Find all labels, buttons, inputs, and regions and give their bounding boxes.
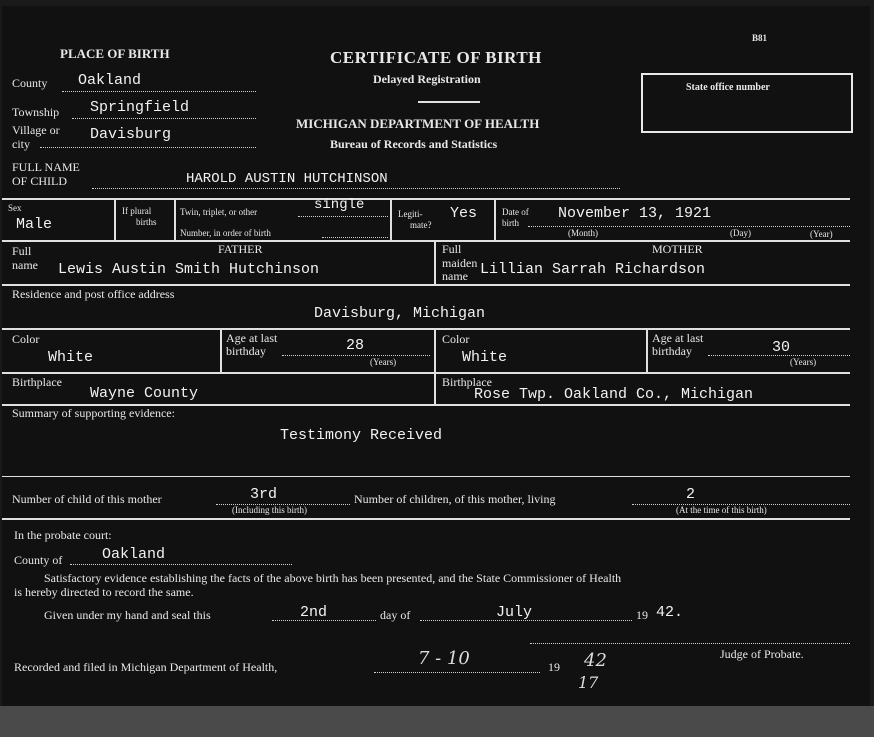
child-number-label: Number of child of this mother xyxy=(12,492,162,506)
evidence-label: Summary of supporting evidence: xyxy=(12,406,175,420)
day-of-label: day of xyxy=(380,608,411,622)
father-full-label: Full xyxy=(12,244,32,258)
residence-value: Davisburg, Michigan xyxy=(314,305,486,322)
births-label: births xyxy=(136,217,157,227)
village-value: Davisburg xyxy=(90,126,172,143)
state-office-label: State office number xyxy=(686,82,770,93)
month-label: (Month) xyxy=(568,228,598,238)
recorded-date: 7 - 10 xyxy=(418,648,470,669)
mother-full-label: Full xyxy=(442,242,462,256)
township-label: Township xyxy=(12,105,60,119)
mother-maiden-label: maiden xyxy=(442,256,478,270)
mother-birthplace-label: Birthplace xyxy=(442,375,492,389)
father-age-label: Age at last xyxy=(226,331,278,345)
certificate-subtitle: Delayed Registration xyxy=(373,72,481,86)
child-full-name: HAROLD AUSTIN HUTCHINSON xyxy=(186,171,388,187)
of-child-label: OF CHILD xyxy=(12,174,68,188)
probate-county-label: County of xyxy=(14,553,63,567)
place-of-birth-heading: PLACE OF BIRTH xyxy=(60,46,170,61)
mother-heading: MOTHER xyxy=(652,242,703,256)
mother-years-label: (Years) xyxy=(790,357,817,367)
order-label: Number, in order of birth xyxy=(180,228,271,238)
child-number-note: (Including this birth) xyxy=(232,505,307,515)
sex-value: Male xyxy=(16,216,53,233)
recorded-year-prefix: 19 xyxy=(548,660,560,674)
given-day: 2nd xyxy=(300,604,328,621)
mate-label: mate? xyxy=(410,220,432,230)
given-label: Given under my hand and seal this xyxy=(44,608,211,622)
full-name-label: FULL NAME xyxy=(12,160,80,174)
recorded-mark: 17 xyxy=(578,673,599,692)
birth-label: birth xyxy=(502,218,519,228)
day-label: (Day) xyxy=(730,228,751,238)
probate-county: Oakland xyxy=(102,546,166,563)
mother-name-label: name xyxy=(442,269,468,283)
recorded-year: 42 xyxy=(584,650,607,671)
township-value: Springfield xyxy=(90,99,190,116)
given-year: 42. xyxy=(656,604,684,621)
mother-color: White xyxy=(462,349,508,366)
father-age: 28 xyxy=(346,337,365,354)
children-living-label: Number of children, of this mother, living xyxy=(354,492,556,506)
residence-label: Residence and post office address xyxy=(12,287,175,301)
evidence-value: Testimony Received xyxy=(280,427,443,444)
mother-age: 30 xyxy=(772,339,791,356)
mother-color-label: Color xyxy=(442,332,470,346)
form-code: B81 xyxy=(752,33,768,43)
recorded-label: Recorded and filed in Michigan Department of Health, xyxy=(14,660,278,674)
given-year-prefix: 19 xyxy=(636,608,648,622)
father-color: White xyxy=(48,349,94,366)
certificate-title: CERTIFICATE OF BIRTH xyxy=(330,48,542,67)
probate-statement-1: Satisfactory evidence establishing the facts of the above birth has been presented, and the State Commissioner of Health xyxy=(44,571,622,585)
twin-label: Twin, triplet, or other xyxy=(180,207,258,217)
county-label: County xyxy=(12,76,48,90)
plural-label: If plural xyxy=(122,206,152,216)
county-value: Oakland xyxy=(78,72,142,89)
mother-birthday-label: birthday xyxy=(652,344,692,358)
probate-court-label: In the probate court: xyxy=(14,528,112,542)
scan-margin xyxy=(0,706,874,737)
given-month: July xyxy=(496,604,533,621)
mother-birthplace: Rose Twp. Oakland Co., Michigan xyxy=(474,386,754,403)
sex-label: Sex xyxy=(8,203,22,213)
date-of-birth-label: Date of xyxy=(502,207,529,217)
children-living-value: 2 xyxy=(686,486,696,503)
child-number-value: 3rd xyxy=(250,486,278,503)
legitimate-value: Yes xyxy=(450,205,478,222)
father-birthplace: Wayne County xyxy=(90,385,199,402)
bureau-name: Bureau of Records and Statistics xyxy=(330,137,498,151)
father-name-label: name xyxy=(12,258,38,272)
mother-name: Lillian Sarrah Richardson xyxy=(480,261,706,278)
father-color-label: Color xyxy=(12,332,40,346)
mother-age-label: Age at last xyxy=(652,331,704,345)
date-of-birth-value: November 13, 1921 xyxy=(558,205,712,222)
legitimate-label: Legiti- xyxy=(398,209,423,219)
father-birthplace-label: Birthplace xyxy=(12,375,62,389)
department-name: MICHIGAN DEPARTMENT OF HEALTH xyxy=(296,116,540,131)
father-name: Lewis Austin Smith Hutchinson xyxy=(58,261,320,278)
year-label: (Year) xyxy=(810,229,833,239)
twin-value: single xyxy=(314,197,365,213)
village-label: Village or xyxy=(12,123,60,137)
father-birthday-label: birthday xyxy=(226,344,266,358)
father-heading: FATHER xyxy=(218,242,263,256)
children-living-note: (At the time of this birth) xyxy=(676,505,767,515)
judge-label: Judge of Probate. xyxy=(720,647,804,661)
city-label: city xyxy=(12,137,30,151)
father-years-label: (Years) xyxy=(370,357,397,367)
probate-statement-2: is hereby directed to record the same. xyxy=(14,585,194,599)
